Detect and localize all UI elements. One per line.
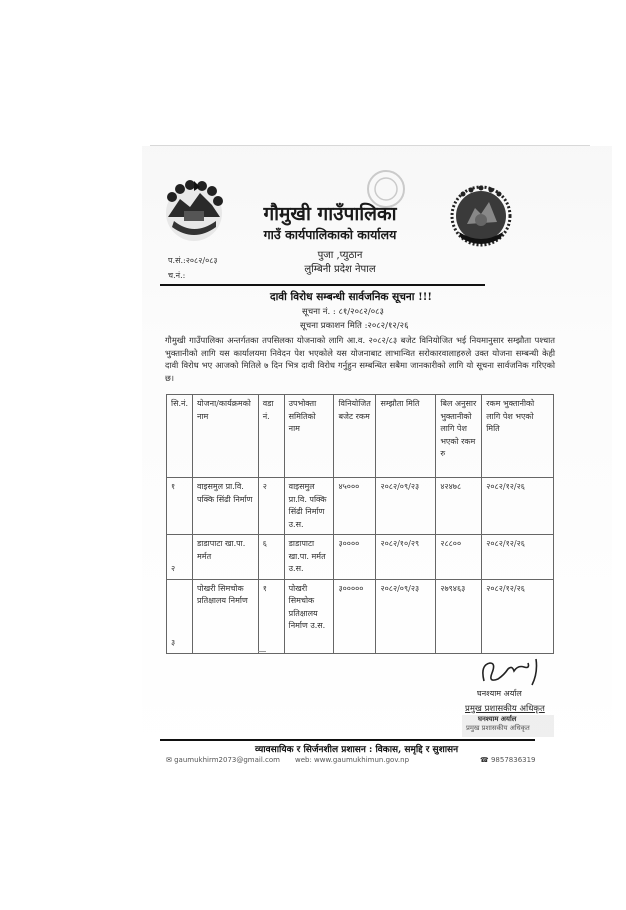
project-table: [166, 394, 554, 654]
footer-motto: व्यावसायिक र सिर्जनशील प्रशासन : विकास, समृद्दि र सुशासन: [255, 745, 459, 755]
cell-bill-amount: २७९४६३: [436, 579, 482, 653]
cell-committee: वाइसमुल प्रा.वि. पक्कि सिंढी निर्माण उ.स.: [284, 478, 334, 535]
header-ward: वडा नं.: [258, 395, 284, 478]
cell-agreement-date: २०८२/०९/२३: [376, 478, 436, 535]
stray-mark: [258, 651, 266, 652]
office-location: पुजा ,प्युठान: [317, 250, 363, 261]
email-text: gaumukhirm2073@gmail.com: [174, 756, 280, 764]
cell-ward: ६: [258, 535, 284, 580]
cell-serial: २: [167, 535, 193, 580]
cell-budget: ३०००००: [334, 579, 376, 653]
cell-budget: ३००००: [334, 535, 376, 580]
header-agreement-date: सम्झौता मिति: [376, 395, 436, 478]
cell-committee: डाडापाटा खा.पा. मर्मत उ.स.: [284, 535, 334, 580]
cell-payment-date: २०८२/१२/२६: [482, 579, 554, 653]
cell-ward: २: [258, 478, 284, 535]
telephone-icon: ☎: [480, 756, 489, 764]
notice-number: सूचना नं. : ८१/२०८२/०८३: [302, 307, 384, 317]
table-row: [167, 478, 554, 535]
table-header-row: [167, 395, 554, 478]
signature-icon: [478, 655, 548, 689]
cell-bill-amount: २८८००: [436, 535, 482, 580]
cell-payment-date: २०८२/१२/२६: [482, 478, 554, 535]
table-row: [167, 535, 554, 580]
cell-project: डाडापाटा खा.पा. मर्मत: [193, 535, 259, 580]
cell-project: वाइसमुल प्रा.वि. पक्कि सिंढी निर्माण: [193, 478, 259, 535]
header-project-name: योजना/कार्यक्रमको नाम: [193, 395, 259, 478]
municipality-logo-icon: [449, 184, 513, 248]
footer-website[interactable]: web: www.gaumukhimun.gov.np: [295, 756, 410, 764]
header-bill-amount: बिल अनुसार भुक्तानीको लागि पेश भएको रकम रु: [436, 395, 482, 478]
office-subtitle: गाउँ कार्यपालिकाको कार्यालय: [263, 227, 397, 242]
envelope-icon: ✉: [166, 756, 172, 764]
cell-serial: १: [167, 478, 193, 535]
cell-payment-date: २०८२/१२/२६: [482, 535, 554, 580]
office-province: लुम्बिनी प्रदेश नेपाल: [304, 264, 376, 275]
office-name: गौमुखी गाउँपालिका: [263, 203, 397, 225]
footer-phone: [480, 756, 536, 764]
cell-budget: ४५०००: [334, 478, 376, 535]
notice-title: दावी विरोध सम्बन्धी सार्वजनिक सूचना !!!: [270, 291, 432, 303]
nepal-government-emblem-icon: [160, 177, 228, 245]
phone-text: 9857836319: [490, 756, 536, 764]
cell-bill-amount: ४२४७८: [436, 478, 482, 535]
cell-project: पोखरी सिमचोक प्रतिक्षालय निर्माण: [193, 579, 259, 653]
header-payment-date: रकम भुक्तानीको लागि पेश भएको मिति: [482, 395, 554, 478]
header-budget: विनियोजित बजेट रकम: [334, 395, 376, 478]
header-committee: उपभोक्ता समितिको नाम: [284, 395, 334, 478]
cell-agreement-date: २०८२/१०/२९: [376, 535, 436, 580]
notice-body: गौमुखी गाउँपालिका अन्तर्गतका तपसिलका योजनाको लागि आ.व. २०८२/८३ बजेट विनियोजित भई नियमानुसार सम्झौता पश्चात भुक्तानीको लागि यस कार्यालयमा निवेदन पेश भएकोले यस योजनाबाट लाभान्वित सरोकारवालाहरुले उक्त योजना सम्बन्धी केही दावी विरोध भए आजको मितिले ७ दिन भित्र दावी विरोध गर्नुहुन सम्बन्धित सबैमा जानकारीको लागि यो सूचना सार्वजनिक गरिएको छ।: [165, 335, 555, 383]
cell-agreement-date: २०८२/०९/२३: [376, 579, 436, 653]
cell-serial: ३: [167, 579, 193, 653]
signer-name: घनश्याम अर्याल: [477, 689, 522, 698]
stamp-title: प्रमुख प्रशासकीय अधिकृत: [466, 724, 530, 732]
signer-designation: प्रमुख प्रशासकीय अधिकृत: [465, 704, 545, 714]
table-row: [167, 579, 554, 653]
dispatch-number: च.नं.:: [168, 271, 186, 280]
notice-published-date: सूचना प्रकाशन मिति :२०८२/१२/२६: [300, 321, 409, 331]
cell-committee: पोखरी सिमचोक प्रतिक्षालय निर्माण उ.स.: [284, 579, 334, 653]
footer-divider: [160, 739, 535, 741]
header-divider: [160, 284, 485, 286]
stamp-name: घनश्याम अर्याल: [478, 715, 517, 723]
scan-edge-line: [150, 145, 590, 146]
fiscal-reference: प.सं.:२०८२/०८३: [168, 256, 218, 265]
cell-ward: १: [258, 579, 284, 653]
footer-email[interactable]: [166, 756, 280, 764]
official-stamp: [462, 715, 554, 737]
header-serial: सि.नं.: [167, 395, 193, 478]
